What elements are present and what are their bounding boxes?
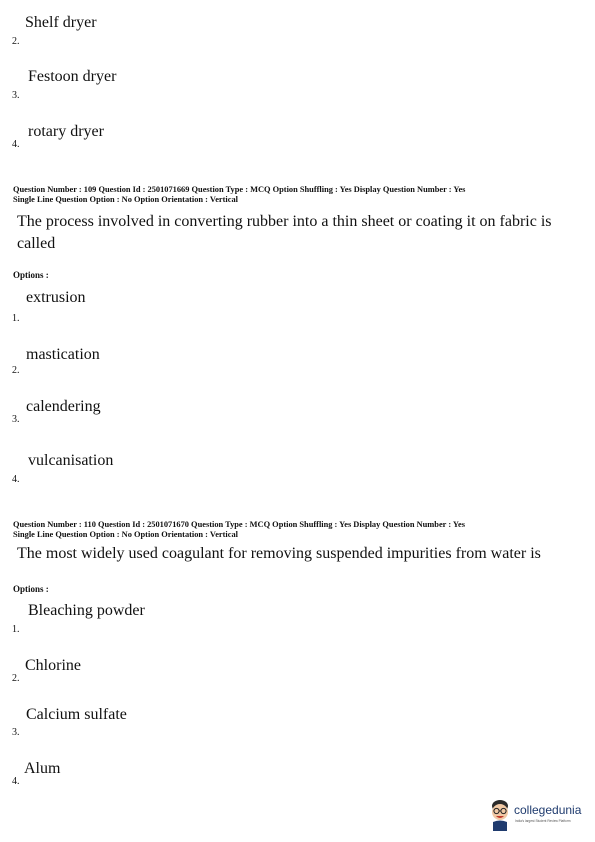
q109-option-1-text: extrusion: [26, 289, 86, 306]
q110-option-2-text: Chlorine: [25, 657, 81, 674]
q109-options-label: Options :: [13, 270, 49, 280]
q110-option-4-text: Alum: [24, 760, 61, 777]
q109-meta-line-1: Question Number : 109 Question Id : 2501071669 Question Type : MCQ Option Shuffling : Yes Display Question Number : Yes: [13, 185, 466, 194]
q110-option-3-text: Calcium sulfate: [26, 706, 127, 723]
q109-option-1-number: 1.: [12, 313, 20, 324]
q110-meta-line-1: Question Number : 110 Question Id : 2501071670 Question Type : MCQ Option Shuffling : Yes Display Question Number : Yes: [13, 520, 465, 529]
q110-option-2-number: 2.: [12, 673, 20, 684]
q110-option-1-text: Bleaching powder: [28, 602, 145, 619]
prev-option-3-text: Festoon dryer: [28, 68, 117, 85]
brand-tagline: India's largest Student Review Platform: [515, 819, 571, 823]
q110-option-1-number: 1.: [12, 624, 20, 635]
q110-option-4-number: 4.: [12, 776, 20, 787]
prev-option-3-number: 3.: [12, 90, 20, 101]
prev-option-2-text: Shelf dryer: [25, 14, 97, 31]
collegedunia-logo: [488, 797, 588, 833]
q110-option-3-number: 3.: [12, 727, 20, 738]
prev-option-4-number: 4.: [12, 139, 20, 150]
prev-option-4-text: rotary dryer: [28, 123, 104, 140]
q109-option-2-text: mastication: [26, 346, 100, 363]
q110-question-text: The most widely used coagulant for removing suspended impurities from water is: [17, 545, 541, 562]
q109-meta-line-2: Single Line Question Option : No Option Orientation : Vertical: [13, 195, 238, 204]
q109-option-4-number: 4.: [12, 474, 20, 485]
q110-meta-line-2: Single Line Question Option : No Option Orientation : Vertical: [13, 530, 238, 539]
q109-option-3-number: 3.: [12, 414, 20, 425]
brand-name: collegedunia: [514, 803, 582, 817]
mascot-icon: [488, 797, 512, 831]
q109-option-4-text: vulcanisation: [28, 452, 114, 469]
q110-options-label: Options :: [13, 584, 49, 594]
q109-option-2-number: 2.: [12, 365, 20, 376]
q109-option-3-text: calendering: [26, 398, 101, 415]
q109-question-text: The process involved in converting rubber into a thin sheet or coating it on fabric is called: [17, 213, 552, 252]
prev-option-2-number: 2.: [12, 36, 20, 47]
